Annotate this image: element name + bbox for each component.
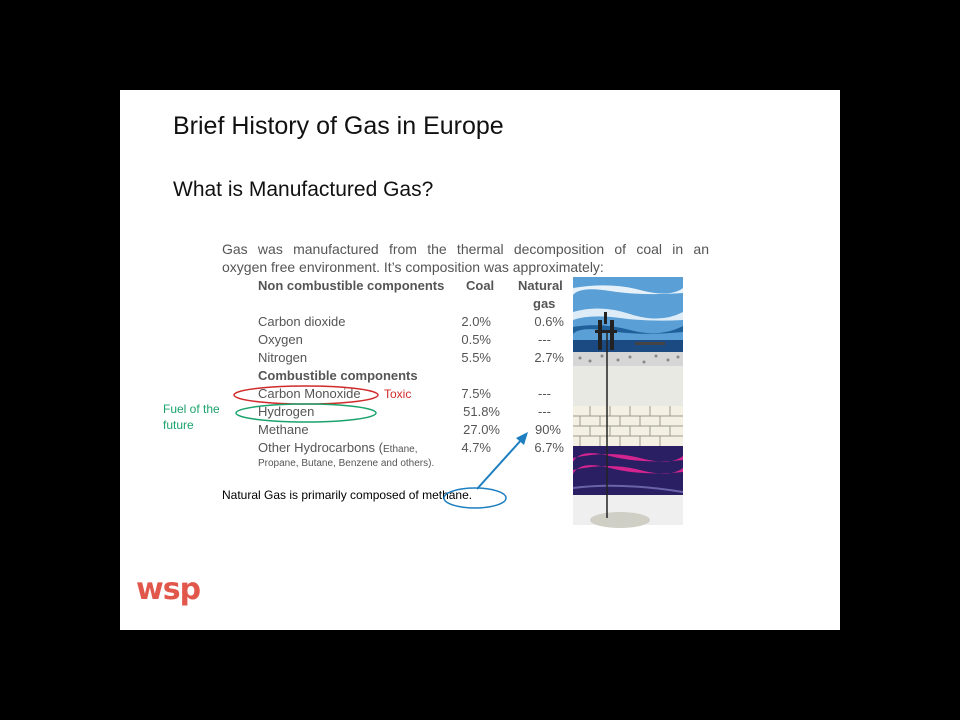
intro-line-2: oxygen free environment. It’s composition was approximately:	[222, 259, 604, 275]
header-natural-gas-2: gas	[533, 296, 556, 311]
header-components: Non combustible components	[258, 278, 445, 293]
row-natural: 6.7%	[534, 440, 564, 455]
row-coal: 0.5%	[461, 332, 491, 347]
intro-line-1: Gas was manufactured from the thermal decomposition of coal in an	[222, 241, 709, 257]
row-coal: 5.5%	[461, 350, 491, 365]
row-name: Carbon Monoxide	[258, 386, 361, 401]
carbon-monoxide-highlight	[234, 386, 378, 404]
row-name: Methane	[258, 422, 309, 437]
toxic-label: Toxic	[384, 387, 412, 401]
row-name: Other Hydrocarbons (	[258, 440, 383, 455]
geology-illustration	[120, 90, 840, 630]
row-natural: ---	[538, 332, 551, 347]
row-name: Carbon dioxide	[258, 314, 346, 329]
slide-subtitle: What is Manufactured Gas?	[173, 178, 434, 201]
row-natural: 2.7%	[534, 350, 564, 365]
row-name: Nitrogen	[258, 350, 308, 365]
row-natural: 90%	[534, 422, 561, 437]
slide-title: Brief History of Gas in Europe	[173, 112, 504, 140]
row-coal: 51.8%	[463, 404, 500, 419]
slide	[120, 90, 840, 630]
row-name-small: Ethane,	[383, 444, 418, 455]
header-coal: Coal	[466, 278, 495, 293]
wsp-logo: wsp	[136, 572, 201, 607]
row-natural: 0.6%	[534, 314, 564, 329]
methane-highlight	[444, 488, 506, 508]
combustible-header: Combustible components	[258, 368, 418, 383]
row-name: Oxygen	[258, 332, 303, 347]
methane-arrow	[477, 438, 523, 489]
row-natural: ---	[538, 404, 551, 419]
hydrogen-highlight	[236, 404, 376, 422]
row-coal: 4.7%	[461, 440, 491, 455]
row-name: Hydrogen	[258, 404, 315, 419]
note-suffix: .	[468, 488, 473, 502]
row-coal: 7.5%	[461, 386, 491, 401]
note-prefix: Natural Gas is primarily composed of	[222, 488, 423, 502]
note-methane: methane	[422, 488, 469, 502]
fuel-line-1: Fuel of the	[163, 402, 220, 416]
header-natural-gas-1: Natural	[518, 278, 563, 293]
row-natural: ---	[538, 386, 551, 401]
other-hydrocarbons-line2: Propane, Butane, Benzene and others).	[258, 458, 435, 469]
fuel-line-2: future	[163, 418, 194, 432]
row-coal: 27.0%	[463, 422, 500, 437]
row-coal: 2.0%	[461, 314, 491, 329]
